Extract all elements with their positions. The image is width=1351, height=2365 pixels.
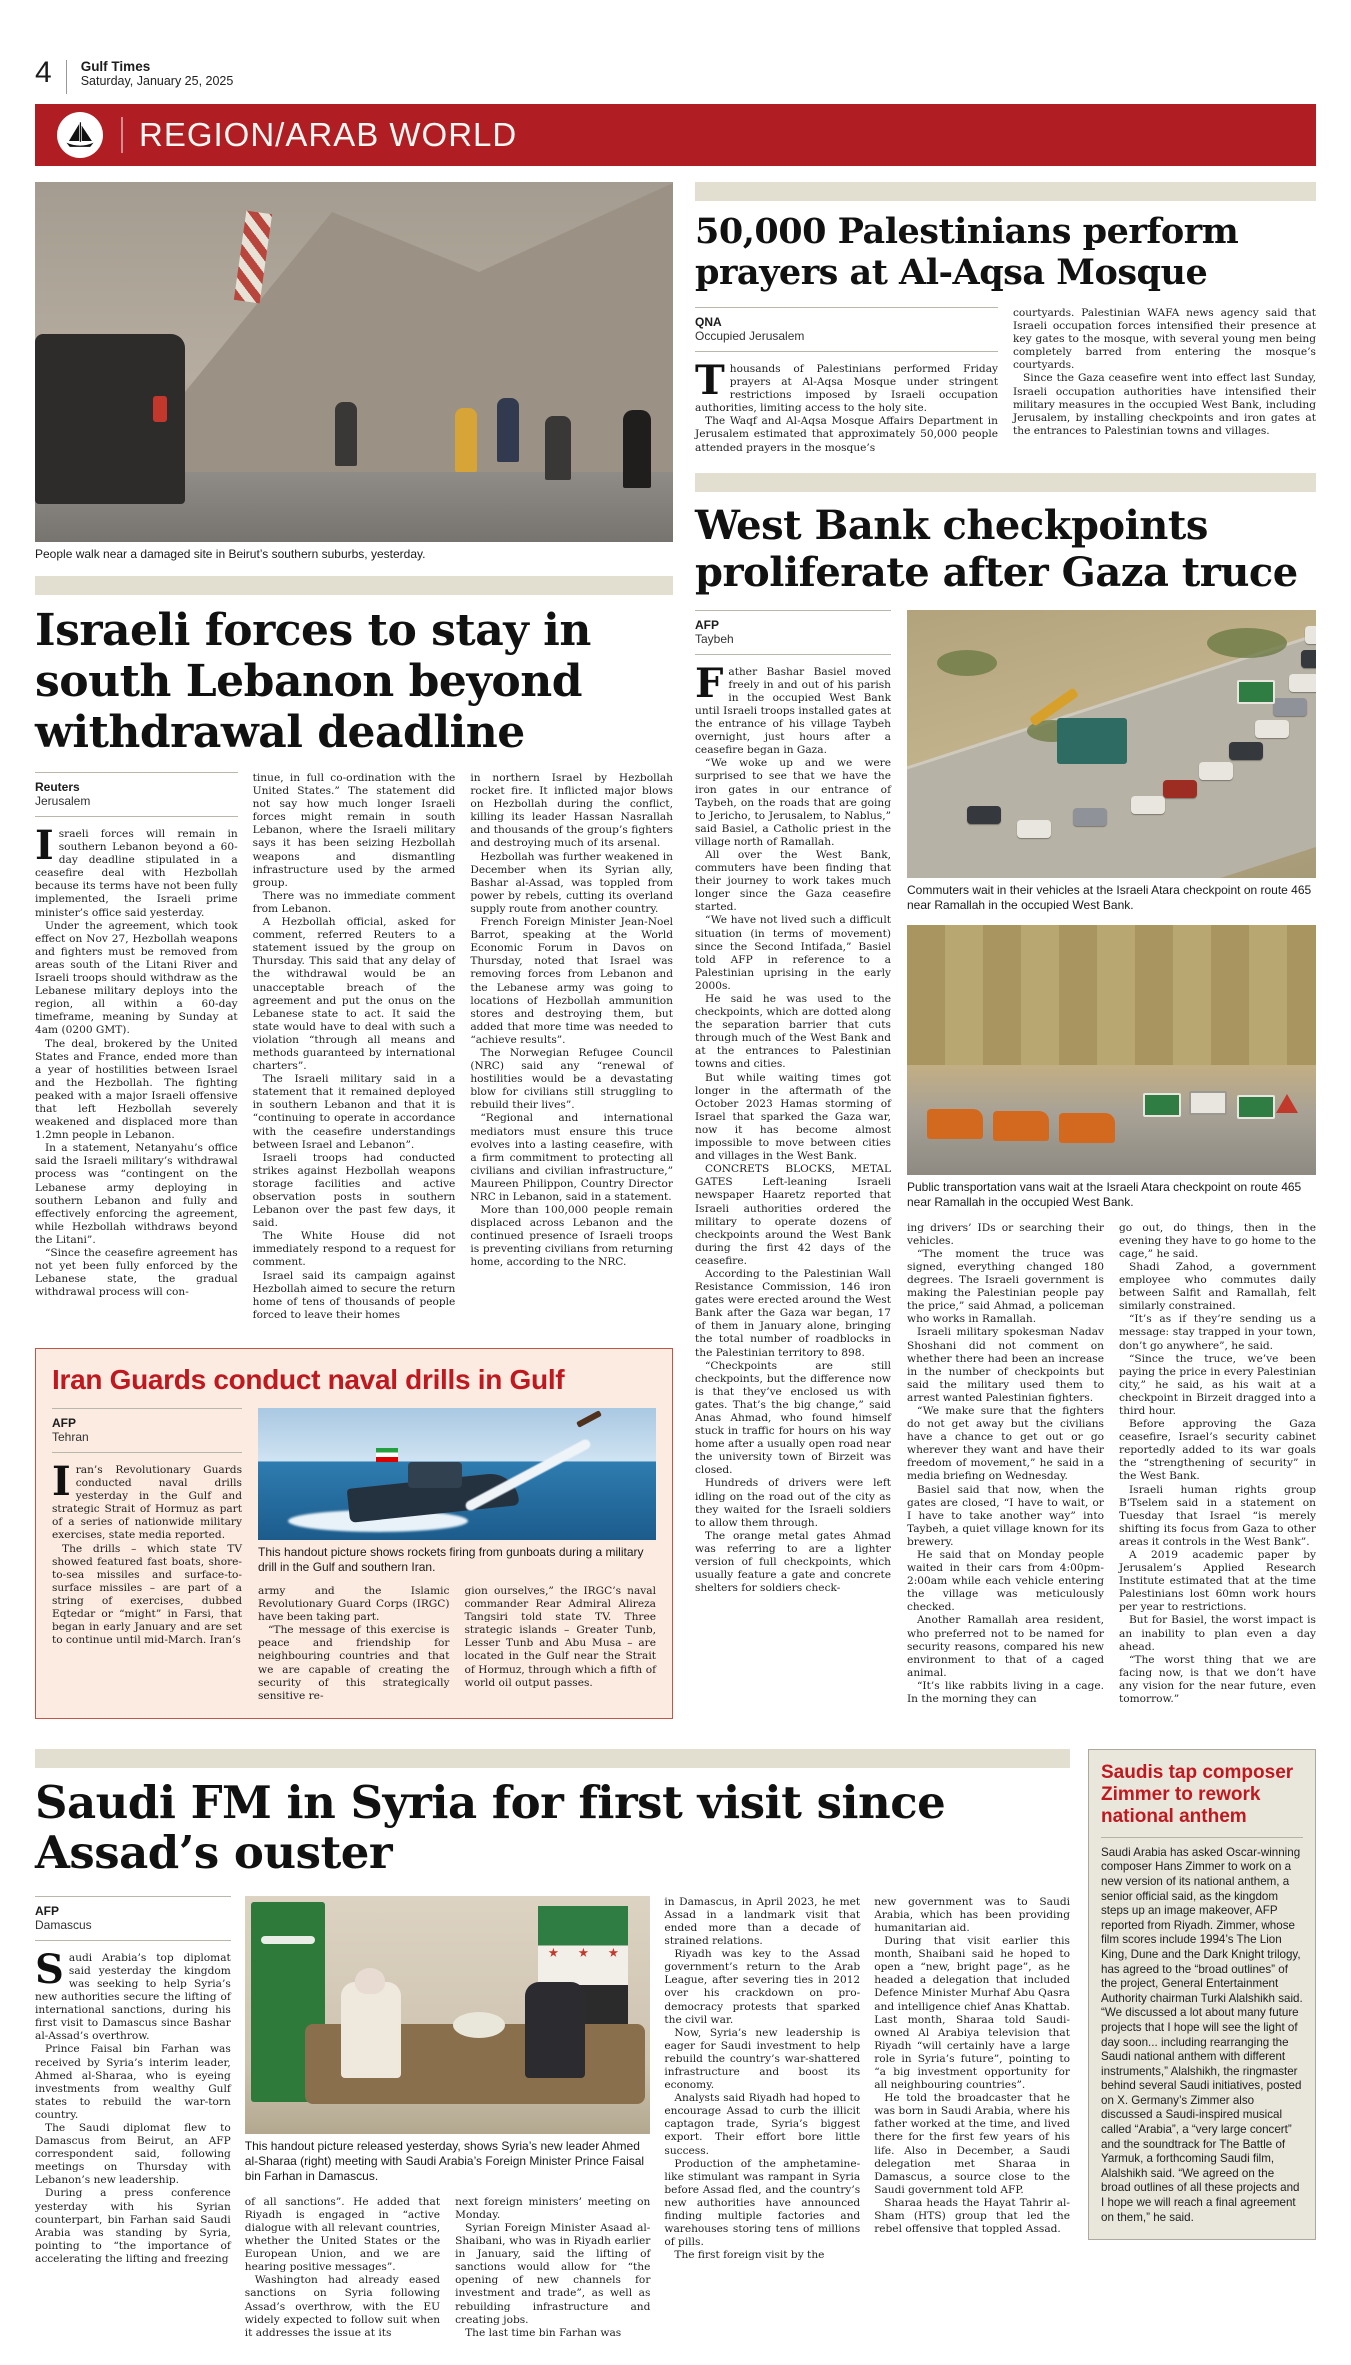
section-banner [35, 104, 1316, 166]
saudi-minister-figure [341, 1982, 401, 2078]
road-sign [1237, 680, 1275, 704]
car [967, 806, 1001, 824]
kicker-bar [695, 182, 1316, 201]
agency-name: QNA [695, 315, 722, 329]
shrub [1207, 628, 1287, 658]
iran-headline: Iran Guards conduct naval drills in Gulf [52, 1363, 565, 1395]
beirut-photo-caption: People walk near a damaged site in Beirut’s southern suburbs, yesterday. [35, 547, 426, 561]
westbank-column-1 [695, 610, 891, 1706]
lebanon-byline [35, 772, 238, 817]
saudi-photo-caption: This handout picture released yesterday, shows Syria’s new leader Ahmed al-Sharaa (right) meeting with Saudi Arabia’s Foreign Minister Prince Faisal bin Farhan in Damascus. [244, 2138, 645, 2183]
kicker-bar [35, 1749, 1070, 1768]
van [993, 1111, 1049, 1141]
sharaa-faisal-meeting-photo [245, 1896, 651, 2134]
road-sign [1237, 1095, 1275, 1119]
iran-gunboat-photo [258, 1408, 656, 1540]
paper-name: Gulf Times [80, 59, 151, 74]
zimmer-headline: Saudis tap composer Zimmer to rework national anthem [1101, 1762, 1303, 1838]
headdress [355, 1968, 385, 1994]
column-text: go out, do things, then in the evening they have to go home to the cage,” he said. Shadi Zahod, a government employee who commutes daily between Salfit and Ramallah, felt similarly constrained. “It’s as if they’re sending us a message: stay trapped in your town, don’t go anywhere”, he said. “Since the truce, we’ve been paying the price in every Palestinian city,” he said, as his wait at a checkpoint in Birzeit dragged into a third hour. Before approving the Gaza ceasefire, Israel’s security cabinet reportedly added to its war goals the “strengthening of security” in the West Bank. Israeli human rights group B’Tselem said in a statement on Tuesday that Israel “is merely shifting its focus from Gaza to other areas it controls in the West Bank”. A 2019 academic paper by Jerusalem’s Applied Research Institute estimated that at the time Palestinians lost 60mn work hours per year to restrictions. But for Basiel, the worst impact is an inability to plan even a day ahead. “The worst thing that we are facing now, is that we don’t have any vision for the near future, even tomorrow.” [1119, 1221, 1316, 1706]
dateline: Tehran [52, 1429, 89, 1444]
lebanon-column-2 [253, 772, 456, 1322]
car [1017, 820, 1051, 838]
westbank-column-3 [1119, 1222, 1316, 1706]
car [1199, 762, 1233, 780]
article-lebanon [35, 576, 673, 1322]
dateline: Occupied Jerusalem [695, 329, 805, 343]
car [1073, 808, 1107, 826]
westbank-headline: West Bank checkpoints proliferate after Gaza truce [695, 501, 1298, 596]
column-text: courtyards. Palestinian WAFA news agency said that Israeli occupation forces intensified their presence at key gates to the mosque, with several young men being completely barred from entering the mosque’s courtyards. Since the Gaza ceasefire went into effect last Sunday, Israeli occupation authorities have intensified their military measures in the occupied West Bank, including Jerusalem, by installing checkpoints and iron gates at the entrances to Palestinian towns and villages. [1013, 307, 1316, 437]
car [1273, 698, 1307, 716]
aqsa-column-1 [695, 307, 998, 455]
westbank-byline [695, 610, 891, 655]
masthead-divider [66, 60, 67, 94]
right-column [695, 182, 1316, 1719]
column-text: in northern Israel by Hezbollah rocket fire. It inflicted major blows on Hezbollah during the conflict, killing its leader Hassan Nasrallah and thousands of the group’s fighters and destroying much of its arsenal. Hezbollah was further weakened in December when its Syrian ally, Bashar al-Assad, was toppled from power by rebels, cutting its overland supply route from another country. French Foreign Minister Jean-Noel Barrot, speaking at the World Economic Forum in Davos on Thursday, noted that Israel was removing forces from Lebanon and the Lebanese army was going to locations of Hezbollah ammunition stores and destroying them, but added that more time was needed to “achieve results”. The Norwegian Refugee Council (NRC) said any “renewal of hostilities would be a devastating blow for civilians still struggling to rebuild their lives”. “Regional and international mediators must ensure this truce evolves into a lasting ceasefire, with a firm commitment to protecting all civilians and civilian infrastructure,” Maureen Philippon, Country Director NRC in Lebanon, said in a statement. More than 100,000 people remain displaced across Lebanon and the continued presence of Israeli troops is preventing civilians from returning home, according to the NRC. [470, 772, 673, 1269]
suv-taillight [153, 396, 167, 422]
car [1131, 796, 1165, 814]
van [1059, 1113, 1115, 1143]
saudi-column-2 [245, 2196, 440, 2340]
iran-column-2 [258, 1585, 450, 1703]
gunboat-cabin [408, 1462, 462, 1488]
article-westbank [695, 473, 1316, 1706]
article-aqsa [695, 182, 1316, 455]
article-iran-box [35, 1348, 673, 1719]
column-text: next foreign ministers’ meeting on Monday. Syrian Foreign Minister Asaad al-Shaibani, who was in Riyadh earlier in January, said the lifting of sanctions would allow for “the opening of new channels for investment and trade”, as well as rebuilding infrastructure and creating jobs. The last time bin Farhan was [455, 2195, 651, 2339]
zimmer-sidebar [1088, 1749, 1316, 2240]
page-number: 4 [35, 56, 52, 89]
section-title: REGION/ARAB WORLD [139, 116, 518, 153]
saudi-column-1 [35, 1896, 231, 2340]
dateline: Jerusalem [35, 794, 91, 808]
column-text: in Damascus, in April 2023, he met Assad in a landmark visit that ended more than a decade of strained relations. Riyadh was key to the Assad government’s return to the Arab League, after severing ties in 2012 over his crackdown on pro-democracy protests that sparked the civil war. Now, Syria’s new leadership is eager for Saudi investment to help rebuild the country’s war-shattered infrastructure and boost its economy. Analysts said Riyadh had hoped to encourage Assad to curb the illicit captagon trade, Syria’s biggest export. Their effort bore little success. Production of the amphetamine-like stimulant was rampant in Syria before Assad fled, and the country’s new authorities have announced finding multiple factories and warehouses storing tens of millions of pills. The first foreign visit by the [664, 1895, 861, 2262]
column-text: of all sanctions”. He added that Riyadh is engaged in “active dialogue with all relevant countries, whether the United States or the European Union, and we are hearing positive messages”. Washington had already eased sanctions on Syria following Assad’s overthrow, with the EU widely expected to follow suit when it addresses the issue at its [244, 2195, 441, 2339]
iran-byline [52, 1408, 242, 1453]
lebanon-headline: Israeli forces to stay in south Lebanon beyond withdrawal deadline [35, 605, 591, 758]
masthead [35, 0, 1316, 94]
saudi-photo-block [245, 1896, 651, 2340]
column-text: Iran’s Revolutionary Guards conducted naval drills yesterday in the Gulf and strategic Strait of Hormuz as part of a series of nationwide military exercises, state media reported. The drills – which state TV showed featured fast boats, shore-to-sea missiles and surface-to-surface missiles – are part of a string of exercises, dubbed Eqtedar or “might” in Farsi, that began in early January and are set to continue until mid-March. Iran’s [52, 1457, 242, 1647]
road-sign [1189, 1091, 1227, 1115]
aqsa-column-2 [1013, 307, 1316, 455]
saudi-flag-script [261, 1936, 315, 1944]
pedestrian [545, 416, 571, 480]
van [927, 1109, 983, 1139]
syrian-leader-figure [525, 1982, 585, 2078]
rocket [576, 1410, 602, 1428]
iran-column-3 [465, 1585, 657, 1703]
column-text: ing drivers’ IDs or searching their vehicles. “The moment the truce was signed, everything changed 180 degrees. The Israeli government is making the Palestinian people pay the price,” said Ahmad, a policeman who works in Ramallah. Israeli military spokesman Nadav Shoshani did not comment on whether there had been an increase in the number of checkpoints but said the military used them to arrest wanted Palestinian fighters. “We make sure that the fighters do not get away but the civilians have a chance to get out or go wherever they want and have their freedom of movement,” he said in a media briefing on Wednesday. Basiel said that now, when the gates are closed, “I have to wait, or I have to take another way” into Taybeh, a quiet village known for its brewery. He said that on Monday people waited in their cars from 4:00pm-2:00am while each vehicle entering the village was meticulously checked. Another Ramallah area resident, who preferred not to be named for security reasons, compared his new environment to that of a caged animal. “It’s like rabbits living in a cage. In the morning they can [907, 1221, 1104, 1706]
zimmer-body: Saudi Arabia has asked Oscar-winning composer Hans Zimmer to work on a new version of its national anthem, a senior official said, as the kingdom steps up an image makeover, AFP reported from Riyadh. Zimmer, whose film scores include 1994’s The Lion King, Dune and the Dark Knight trilogy, has agreed to the “broad outlines” of the project, General Entertainment Authority chairman Turki Alalshikh said. “We discussed a lot about many future projects that I hope will see the light of day soon... including rearranging the Saudi national anthem with different instruments,” Alalshikh, the ringmaster behind several Saudi initiatives, posted on X. Germany’s Zimmer also discussed a Saudi-inspired musical called “Arabia”, a “very large concert” and the soundtrack for The Battle of Yarmuk, a forthcoming Saudi film, Alalshikh said. “We agreed on the broad outlines of all these projects and I hope we will reach a final agreement on them,” he said. [1101, 1845, 1303, 2224]
aqsa-headline: 50,000 Palestinians perform prayers at Al-Aqsa Mosque [695, 211, 1239, 293]
saudi-byline [35, 1896, 231, 1941]
pedestrian [497, 398, 519, 462]
kicker-bar [35, 576, 673, 595]
agency-name: AFP [695, 617, 719, 632]
saudi-column-4 [664, 1896, 860, 2340]
lebanon-column-1 [35, 772, 238, 1322]
aqsa-byline [695, 307, 998, 352]
lebanon-column-3 [470, 772, 673, 1322]
dateline: Taybeh [695, 631, 734, 646]
iran-photo-caption: This handout picture shows rockets firing from gunboats during a military drill in the Gulf and southern Iran. [258, 1544, 644, 1574]
westbank-photo2-caption: Public transportation vans wait at the Israeli Atara checkpoint on route 465 near Ramallah in the occupied West Bank. [907, 1179, 1302, 1209]
atara-checkpoint-traffic-photo [907, 610, 1316, 878]
atara-checkpoint-vans-photo [907, 925, 1316, 1175]
beirut-rubble-photo [35, 182, 673, 542]
column-text: tinue, in full co-ordination with the United States.” The statement did not say how much longer Israeli forces might remain in south Lebanon, where the Israeli military says it has been seizing Hezbollah weapons and dismantling infrastructure used by the armed group. There was no immediate comment from Lebanon. A Hezbollah official, asked for comment, referred Reuters to a statement issued by the group on Thursday. This said that any delay of the withdrawal would be an unacceptable breach of the agreement and put the onus on the Lebanese state to act. It said the state would have to deal with such a violation “through all means and methods guaranteed by international charters”. The Israeli military said in a statement that it remained deployed in southern Lebanon and that it is “continuing to operate in accordance with the ceasefire understandings between Israel and Lebanon”. Israeli troops had conducted strikes against Hezbollah weapons storage facilities and active observation posts in southern Lebanon over the past few days, it said. The White House did not immediately respond to a request for comment. Israel said its campaign against Hezbollah aimed to secure the return home of tens of thousands of people forced to leave their homes [252, 772, 456, 1321]
article-saudi [35, 1749, 1070, 2340]
column-text: Thousands of Palestinians performed Friday prayers at Al-Aqsa Mosque under stringent restrictions imposed by Israeli occupation authorities, limiting access to the holy site. The Waqf and Al-Aqsa Mosque Affairs Department in Jerusalem estimated that approximately 50,000 people attended prayers in the mosque’s [695, 357, 998, 454]
column-text: gion ourselves,” the IRGC’s naval commander Rear Admiral Alireza Tangsiri told state TV. Three strategic islands – Greater Tunb, Lesser Tunb and Abu Musa – are located in the Gulf near the Strait of Hormuz, through which a fifth of world oil output passes. [464, 1584, 656, 1689]
car [1305, 626, 1316, 644]
column-text: Israeli forces will remain in southern Lebanon beyond a 60-day deadline stipulated in a ceasefire deal with Hezbollah because its terms have not been fully implemented, the Israeli prime minister’s office said yesterday. Under the agreement, which took effect on Nov 27, Hezbollah weapons and fighters must be removed from areas south of the Litani River and Israeli troops should withdraw as the Lebanese military deploys into the region, all within a 60-day timeframe, meaning by Sunday at 4am (0200 GMT). The deal, brokered by the United States and France, ended more than a year of hostilities between Israel and the Hezbollah. The fighting peaked with a major Israeli offensive that left Hezbollah severely weakened and displaced more than 1.2mn people in Lebanon. In a statement, Netanyahu’s office said the Israeli military’s withdrawal process was “contingent on the Lebanese army deploying in southern Lebanon and fully and effectively enforcing the agreement, while Hezbollah withdraws beyond the Litani”. “Since the ceasefire agreement has not yet been fully enforced by the Lebanese state, the gradual withdrawal process will con- [35, 822, 238, 1299]
left-column [35, 182, 673, 1719]
iran-flag [376, 1448, 398, 1462]
iran-photo-block [258, 1408, 656, 1703]
road-sign [1143, 1093, 1181, 1117]
banner-separator [121, 117, 123, 153]
westbank-photo-stack [907, 610, 1316, 1706]
car [1229, 742, 1263, 760]
pedestrian [455, 408, 477, 472]
agency-name: AFP [35, 1903, 59, 1918]
agency-name: Reuters [35, 780, 80, 794]
rock-cliff [907, 925, 1316, 1065]
warning-sign [1276, 1094, 1298, 1113]
car [1163, 780, 1197, 798]
kicker-bar [695, 473, 1316, 492]
dhow-logo-icon [57, 112, 103, 158]
saudi-column-3 [455, 2196, 650, 2340]
striped-debris [234, 211, 272, 304]
truck [1057, 718, 1127, 764]
masthead-meta [81, 58, 234, 89]
saudi-headline: Saudi FM in Syria for first visit since Assad’s ouster [35, 1775, 946, 1879]
car [1289, 674, 1316, 692]
iran-column-1 [52, 1408, 242, 1703]
column-text: Saudi Arabia’s top diplomat said yesterday the kingdom was seeking to help Syria’s new authorities secure the lifting of international sanctions, during his first visit to Damascus since Bashar al-Assad’s overthrow. Prince Faisal bin Farhan was received by Syria’s interim leader, Ahmed al-Sharaa, who is eyeing investments from wealthy Gulf states to rebuild the war-torn country. The Saudi diplomat flew to Damascus from Beirut, an AFP correspondent said, following meetings on Thursday with Lebanon’s new leadership. During a press conference yesterday with his Syrian counterpart, bin Farhan said Saudi Arabia was standing by Syria, pointing to “the importance of accelerating the lifting and freezing [35, 1945, 231, 2265]
dateline: Damascus [35, 1917, 92, 1932]
paper-date: Saturday, January 25, 2025 [80, 74, 234, 88]
column-text: Father Bashar Basiel moved freely in and out of his parish in the occupied West Bank until Israeli troops installed gates at the entrance of his village Taybeh overnight, just hours after a ceasefire began in Gaza. “We woke up and we were surprised to see that we have the iron gates in our entrance of Taybeh, on the roads that are going to Jericho, to Jerusalem, to Nablus,” said Basiel, a Catholic priest in the village north of Ramallah. All over the West Bank, commuters have been finding that their journey to work takes much longer since the Gaza ceasefire started. “We have not lived such a difficult situation (in terms of movement) since the Second Intifada,” Basiel told AFP in reference to a Palestinian uprising in the early 2000s. He said he was used to the checkpoints, which are dotted along the separation barrier that cuts through much of the West Bank and at the entrances to Palestinian towns and cities. But while waiting times got longer in the aftermath of the October 2023 Hamas storming of Israel that sparked the Gaza war, now it has become almost impossible to move between cities and villages in the West Bank. CONCRETS BLOCKS, METAL GATES Left-leaning Israeli newspaper Haaretz reported that Israeli authorities ordered the military to operate dozens of checkpoints around the West Bank during the first 42 days of the ceasefire. According to the Palestinian Wall Resistance Commission, 146 iron gates were erected around the West Bank after the Gaza war began, 17 of them in January alone, bringing the total number of roadblocks in the Palestinian territory to 898. “Checkpoints are still checkpoints, but the difference now is that they’ve enclosed us with gates. That’s the big change,” said Anas Ahmad, who found himself stuck in traffic for hours on his way home after a usually open road near the university town of Birzeit was closed. Hundreds of drivers were left idling on the road out of the city as they waited for the Israeli soldiers to allow them through. The orange metal gates Ahmad was referring to are a lighter version of full checkpoints, which usually feature a gate and concrete shelters for soldiers check- [695, 659, 891, 1595]
car [1301, 650, 1316, 668]
westbank-column-2 [907, 1222, 1104, 1706]
pedestrian [623, 410, 651, 488]
car [1255, 720, 1289, 738]
shrub [937, 650, 997, 676]
column-text: new government was to Saudi Arabia, which has been providing humanitarian aid. During that visit earlier this month, Shaibani said he hoped to open a “new, bright page”, as he headed a delegation that included Defence Minister Murhaf Abu Qasra and intelligence chief Anas Khattab. Last month, Sharaa told Saudi-owned Al Arabiya television that Riyadh “will certainly have a large role in Syria’s future”, pointing to “a big investment opportunity for all neighbouring countries”. He told the broadcaster that he was born in Saudi Arabia, where his father worked at the time, and lived there for the first few years of his life. Also in December, a Saudi delegation met Sharaa in Damascus, a source close to the Saudi government told AFP. Sharaa heads the Hayat Tahrir al-Sham (HTS) group that led the rebel offensive that toppled Assad. [874, 1895, 1070, 2236]
saudi-column-5 [874, 1896, 1070, 2340]
column-text: army and the Islamic Revolutionary Guard Corps (IRGC) have been taking part. “The message of this exercise is peace and friendship for neighbouring countries and that we are capable of creating the security of this strategically sensitive re- [258, 1584, 450, 1702]
westbank-photo1-caption: Commuters wait in their vehicles at the Israeli Atara checkpoint on route 465 near Ramallah in the occupied West Bank. [907, 882, 1312, 912]
pedestrian [335, 402, 357, 466]
agency-name: AFP [52, 1415, 76, 1430]
flower-centerpiece [453, 2012, 505, 2038]
